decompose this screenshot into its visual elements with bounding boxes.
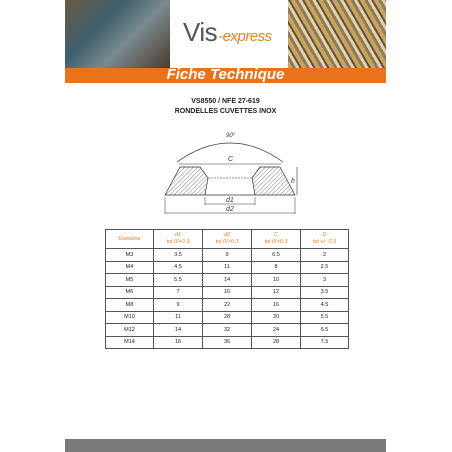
table-row: M12 14 32 24 6.5 [106,324,349,337]
page-title: Fiche Technique [166,66,285,83]
screws-photo [288,0,386,68]
tools-photo [65,0,170,68]
header-d: D tol +/- 0.3 [301,230,349,249]
table-header-row [106,230,349,249]
logo-sub: -express [218,28,272,45]
product-reference: VS8550 / NFE 27-619 [191,98,260,105]
table-row: M3 3.5 9 6.5 2 [106,249,349,262]
header-banner [65,0,386,68]
d1-label: d1 [226,197,234,204]
dimensions-table [105,229,349,349]
table-row: M8 9 22 16 4.5 [106,299,349,312]
header-d2: d2 tol 0/+0.3 [203,230,252,249]
table-row: M10 11 28 20 5.5 [106,311,349,324]
washer-left-section [165,167,208,195]
d2-label: d2 [226,206,234,213]
c-label: C [228,156,234,163]
washer-right-section [252,167,295,195]
table-row: M5 5.5 14 10 3 [106,274,349,287]
header-diametre: Diamètre [106,230,154,249]
brand-logo [183,17,272,48]
header-c: C tol 0/+0.3 [252,230,301,249]
title-bar [65,68,386,83]
product-name: RONDELLES CUVETTES INOX [174,108,277,115]
tech-sheet [65,0,386,452]
table-row: M4 4.5 11 8 2.5 [106,261,349,274]
table-row: M14 16 36 28 7.5 [106,336,349,349]
table-row: M6 7 16 12 3.5 [106,286,349,299]
footer-bar [65,439,386,452]
h-label: h [291,178,295,185]
washer-diagram [160,128,300,220]
logo-main: Vis [183,17,218,47]
header-d1: d1 tol 0/+0.3 [154,230,203,249]
angle-label: 90° [226,133,236,139]
